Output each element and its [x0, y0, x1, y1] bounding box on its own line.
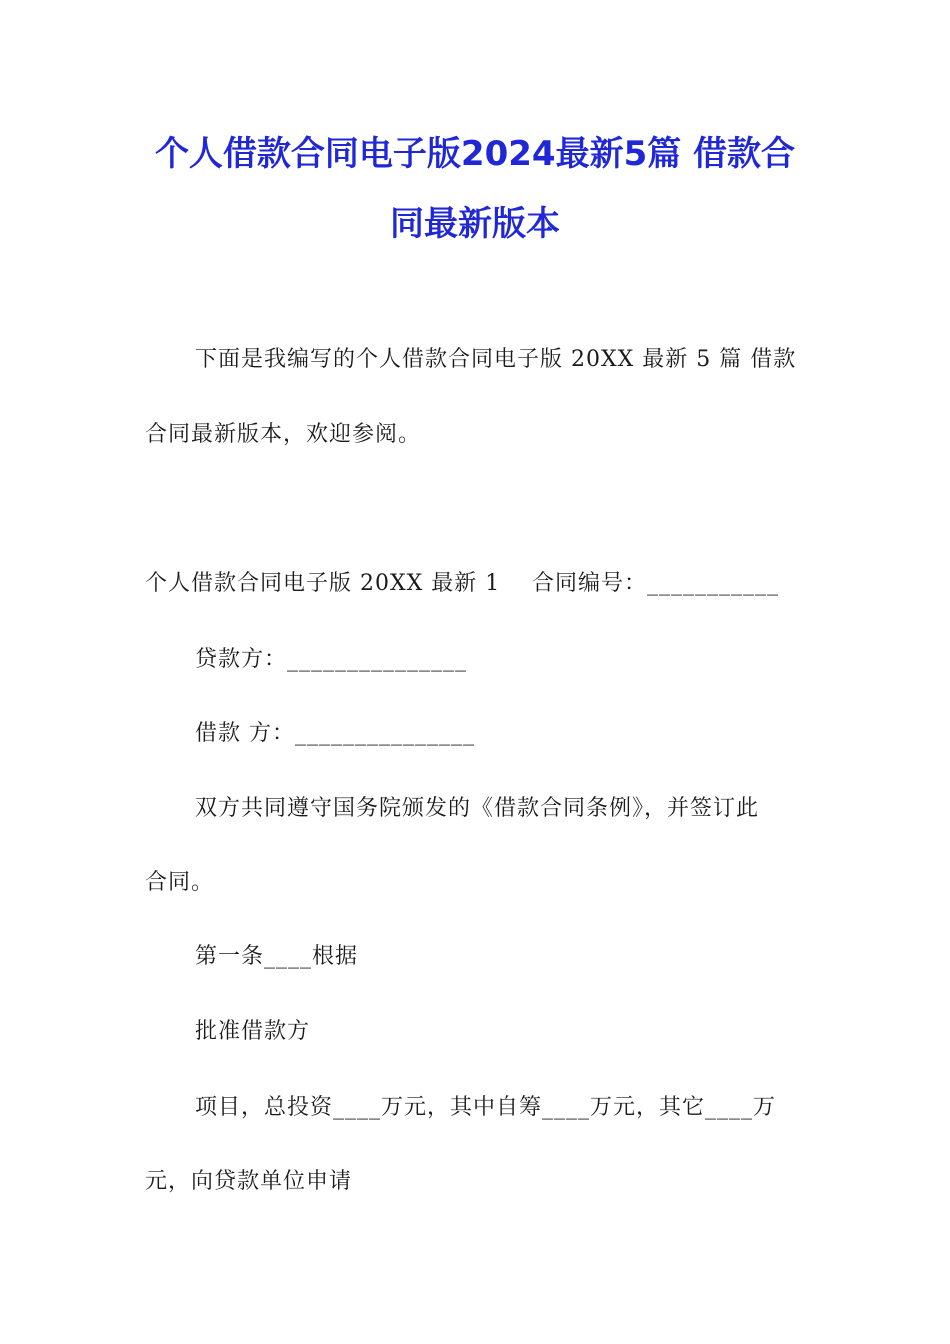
project-line-2: 元，向贷款单位申请 [145, 1169, 353, 1194]
clause-intro-line-2: 合同。 [145, 870, 215, 895]
contract-heading: 个人借款合同电子版 20XX 最新 1 [145, 571, 501, 596]
project-line-1: 项目，总投资____万元，其中自筹____万元，其它____万 [195, 1095, 777, 1120]
lender-field: 贷款方：_______________ [195, 647, 468, 672]
contract-number-field: 合同编号：___________ [532, 571, 780, 596]
document-title-line-2: 同最新版本 [390, 204, 560, 244]
intro-paragraph-line-1: 下面是我编写的个人借款合同电子版 20XX 最新 5 篇 借款 [195, 347, 797, 372]
clause-intro-line-1: 双方共同遵守国务院颁发的《借款合同条例》，并签订此 [195, 796, 760, 821]
approve-borrower-line: 批准借款方 [195, 1019, 311, 1044]
borrower-field: 借款 方：_______________ [195, 721, 475, 746]
intro-paragraph-line-2: 合同最新版本，欢迎参阅。 [145, 422, 422, 447]
article-1: 第一条____根据 [195, 944, 359, 969]
document-title-line-1: 个人借款合同电子版2024最新5篇 借款合 [154, 134, 796, 174]
